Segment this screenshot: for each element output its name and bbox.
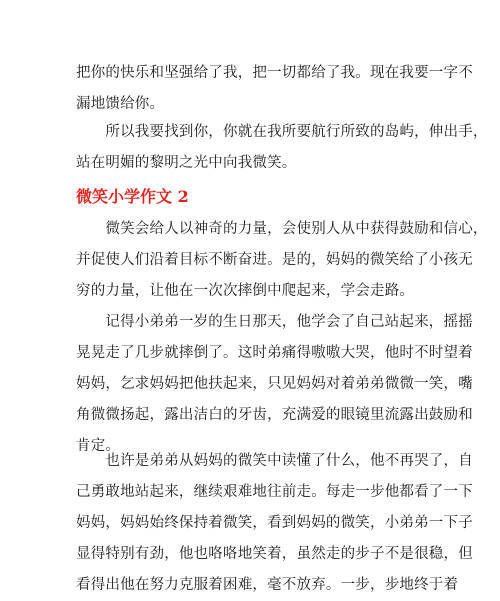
text-line: 肯定。 [76, 438, 121, 454]
text-line: 穷的力量，让他在一次次摔倒中爬起来，学会走路。 [76, 283, 415, 299]
section-heading: 微笑小学作文 2 [76, 187, 189, 206]
text-line: 己勇敢地站起来，继续艰难地往前走。每走一步他都看了一下 [76, 484, 473, 500]
text-line: 晃晃走了几步就摔倒了。这时弟痛得嗷嗷大哭，他时不时望着 [76, 345, 473, 361]
text-line: 并促使人们沿着目标不断奋进。是的，妈妈的微笑给了小孩无 [76, 252, 473, 268]
text-line: 漏地馈给你。 [76, 96, 165, 112]
text-line: 把你的快乐和坚强给了我，把一切都给了我。现在我要一字不 [76, 65, 473, 81]
paragraph-2 [76, 117, 488, 179]
text-line: 微笑会给人以神奇的力量，会使别人从中获得鼓励和信心， [76, 221, 488, 237]
text-line: 妈妈，乞求妈妈把他扶起来，只见妈妈对着弟弟微微一笑，嘴 [76, 376, 473, 392]
paragraph-1 [76, 58, 473, 120]
text-line: 看得出他在努力克服着困难，毫不放弃。一步，步地终于着 [76, 577, 459, 593]
text-line: 记得小弟弟一岁的生日那天，他学会了自己站起来，摇摇 [76, 314, 473, 330]
text-line: 也许是弟弟从妈妈的微笑中读懂了什么，他不再哭了，自 [76, 453, 473, 469]
text-line: 所以我要找到你，你就在我所要航行所致的岛屿，伸出手， [76, 124, 488, 140]
paragraph-3 [76, 214, 488, 307]
text-line: 站在明媚的黎明之光中向我微笑。 [76, 155, 297, 171]
text-line: 角微微扬起，露出洁白的牙齿，充满爱的眼镜里流露出鼓励和 [76, 407, 473, 423]
paragraph-5 [76, 446, 473, 601]
text-line: 显得特别有劲，他也咯咯地笑着，虽然走的步子不是很稳，但 [76, 546, 473, 562]
text-line: 妈妈，妈妈始终保持着微笑，看到妈妈的微笑，小弟弟一下子 [76, 515, 473, 531]
